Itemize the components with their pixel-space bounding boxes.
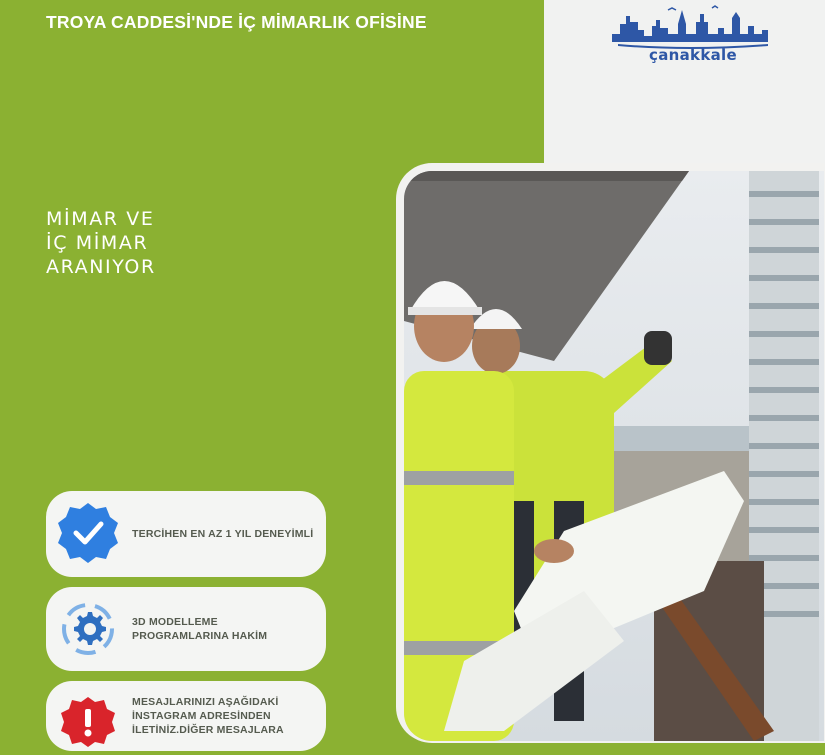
feature-text: MESAJLARINIZI AŞAĞIDAKİ İNSTAGRAM ADRESİNDEN İLETİNİZ.DİĞER MESAJLARA [132,696,284,736]
feature-text: TERCİHEN EN AZ 1 YIL DENEYİMLİ [132,528,314,540]
job-title-line: MİMAR VE [46,208,155,230]
feature-card-experience [46,491,326,577]
canakkale-skyline-icon [608,4,778,50]
feature-card-3d-modeling [46,587,326,671]
feature-text: 3D MODELLEME PROGRAMLARINA HAKİM [132,616,268,642]
headline: TROYA CADDESİ'NDE İÇ MİMARLIK OFİSİNE [46,12,427,32]
canakkale-logo [608,4,778,70]
gear-cycle-icon [56,597,120,661]
job-title [46,207,156,279]
job-title-line: ARANIYOR [46,256,156,278]
job-title-line: İÇ MİMAR [46,232,149,254]
construction-site-photo [404,171,824,741]
logo-text: çanakkale [649,46,737,64]
feature-card-contact [46,681,326,751]
alert-badge-icon [56,691,120,755]
verified-check-badge-icon [56,501,120,565]
